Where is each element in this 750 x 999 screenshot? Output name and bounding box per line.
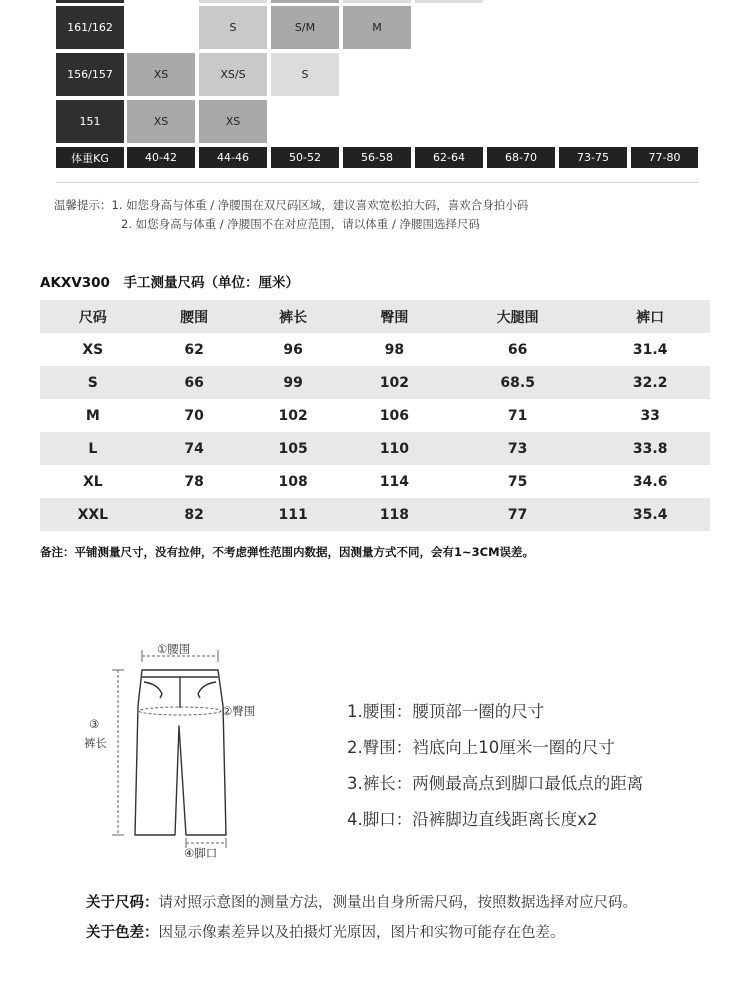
table-header: 腰围 [146, 300, 243, 333]
table-header: 尺码 [40, 300, 146, 333]
footer-color-label: 关于色差： [86, 925, 159, 941]
table-cell: 74 [146, 432, 243, 465]
table-cell: S [40, 366, 146, 399]
grid-top-partial [343, 0, 411, 3]
weight-range: 73-75 [559, 147, 627, 168]
weight-range: 77-80 [631, 147, 698, 168]
table-cell: 35.4 [590, 498, 710, 531]
hip-label: ②臀围 [222, 704, 256, 718]
footer-color-note [86, 921, 565, 942]
grid-size-cell: XS [127, 53, 195, 96]
grid-size-cell: XS/S [199, 53, 267, 96]
grid-height-label: 156/157 [56, 53, 124, 96]
length-number: ③ [89, 717, 100, 731]
explain-hem: 4.脚口：沿裤脚边直线距离长度x2 [347, 810, 598, 829]
table-cell: XS [82, 341, 104, 358]
table-cell: 114 [379, 473, 409, 490]
table-cell: 75 [507, 473, 528, 490]
tip-line-2: 2. 如您身高与体重 / 净腰围不在对应范围，请以体重 / 净腰围选择尺码 [121, 217, 480, 231]
explain-waist: 1.腰围：腰顶部一圈的尺寸 [347, 702, 545, 721]
size-table-title: AKXV300 手工测量尺码（单位：厘米） [40, 275, 299, 291]
grid-top-partial [415, 0, 483, 3]
table-header: 臀围 [344, 300, 445, 333]
waist-label: ①腰围 [157, 642, 191, 656]
table-cell: L [40, 432, 146, 465]
grid-size-cell: S [199, 6, 267, 49]
footer-color-text: 因显示像素差异以及拍摄灯光原因，图片和实物可能存在色差。 [158, 925, 565, 941]
table-cell: XL [82, 473, 103, 490]
table-cell: 105 [243, 432, 344, 465]
size-table [40, 300, 710, 531]
table-cell: 31.4 [632, 341, 668, 358]
grid-size-cell: XS [199, 100, 267, 143]
table-cell: 73 [445, 432, 590, 465]
table-cell: 98 [384, 341, 405, 358]
table-cell: 106 [379, 407, 409, 424]
pocket-left [144, 682, 162, 698]
weight-range: 50-52 [271, 147, 339, 168]
length-label: 裤长 [84, 736, 107, 750]
table-cell: 111 [243, 498, 344, 531]
table-cell: 96 [283, 341, 303, 358]
table-header: 大腿围 [445, 300, 590, 333]
size-tips [54, 196, 528, 234]
grid-size-cell: S [271, 53, 339, 96]
table-cell: 118 [344, 498, 445, 531]
weight-range: 62-64 [415, 147, 483, 168]
table-cell: 110 [344, 432, 445, 465]
weight-range: 56-58 [343, 147, 411, 168]
table-cell: 108 [278, 473, 308, 490]
table-row [40, 333, 710, 366]
pocket-right [198, 682, 216, 698]
hip-measure-ellipse [139, 707, 221, 715]
grid-size-cell: XS [127, 100, 195, 143]
explain-hip: 2.臀围：裆底向上10厘米一圈的尺寸 [347, 738, 615, 757]
table-cell: M [85, 407, 100, 424]
table-header: 裤长 [243, 300, 344, 333]
footer-size-text: 请对照示意图的测量方法，测量出自身所需尺码，按照数据选择对应尺码。 [158, 895, 637, 911]
grid-height-label: 161/162 [56, 6, 124, 49]
table-cell: 102 [278, 407, 308, 424]
grid-top-partial [56, 0, 124, 3]
explain-length: 3.裤长：两侧最高点到脚口最低点的距离 [347, 774, 644, 793]
table-row [40, 432, 710, 465]
weight-axis-label: 体重KG [56, 147, 124, 168]
weight-range: 40-42 [127, 147, 195, 168]
footer-size-label: 关于尺码： [86, 895, 159, 911]
table-header: 裤口 [590, 300, 710, 333]
table-row [40, 366, 710, 399]
weight-range: 44-46 [199, 147, 267, 168]
table-cell: 99 [243, 366, 344, 399]
table-cell: 82 [146, 498, 243, 531]
table-cell: 62 [184, 341, 204, 358]
table-row [40, 399, 710, 432]
footer-size-note [86, 891, 637, 912]
weight-range: 68-70 [487, 147, 555, 168]
table-cell: 66 [507, 341, 528, 358]
table-cell: 34.6 [632, 473, 668, 490]
table-cell: 78 [184, 473, 204, 490]
grid-top-partial [271, 0, 339, 3]
table-cell: XXL [40, 498, 146, 531]
tip-line-1: 温馨提示：1. 如您身高与体重 / 净腰围在双尺码区域，建议喜欢宽松拍大码，喜欢合身拍小码 [54, 198, 529, 212]
measurement-note: 备注：平铺测量尺寸，没有拉伸，不考虑弹性范围内数据，因测量方式不同，会有1~3CM误差。 [40, 545, 535, 559]
divider [56, 182, 698, 183]
table-cell: 33.8 [590, 432, 710, 465]
table-cell: 102 [344, 366, 445, 399]
table-cell: 71 [507, 407, 528, 424]
table-cell: 33 [640, 407, 660, 424]
table-cell: 66 [146, 366, 243, 399]
grid-size-cell: M [343, 6, 411, 49]
pants-diagram [80, 636, 280, 866]
grid-size-cell: S/M [271, 6, 339, 49]
grid-top-partial [199, 0, 267, 3]
table-cell: 77 [445, 498, 590, 531]
table-row [40, 498, 710, 531]
table-cell: 68.5 [445, 366, 590, 399]
table-header-row [40, 300, 710, 333]
table-cell: 32.2 [590, 366, 710, 399]
table-cell: 70 [184, 407, 204, 424]
grid-height-label: 151 [56, 100, 124, 143]
hem-label: ④脚口 [184, 846, 218, 860]
table-row [40, 465, 710, 498]
